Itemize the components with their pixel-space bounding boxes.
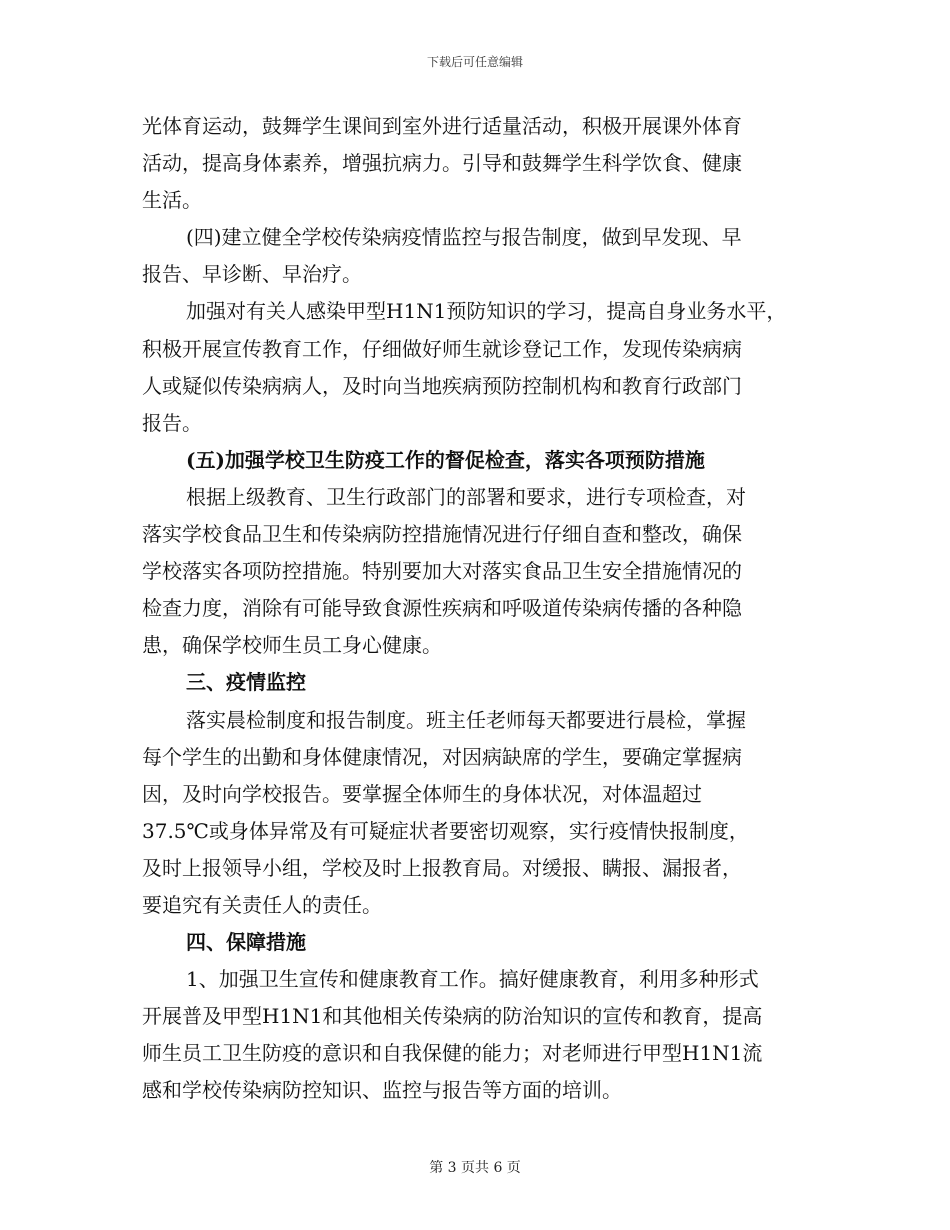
- paragraph-line: 每个学生的出勤和身体健康情况，对因病缺席的学生，要确定掌握病: [142, 744, 742, 769]
- document-body: [142, 108, 822, 1110]
- paragraph-line: 人或疑似传染病病人，及时向当地疾病预防控制机构和教育行政部门: [142, 373, 742, 398]
- paragraph-line: 检查力度，消除有可能导致食源性疾病和呼吸道传染病传播的各种隐: [142, 596, 742, 621]
- paragraph-line: 活动，提高身体素养，增强抗病力。引导和鼓舞学生科学饮食、健康: [142, 151, 742, 176]
- paragraph-line: 1、加强卫生宣传和健康教育工作。搞好健康教育，利用多种形式: [186, 967, 759, 992]
- paragraph-line: 生活。: [142, 188, 202, 213]
- paragraph-line: 报告、早诊断、早治疗。: [142, 262, 362, 287]
- paragraph-line: 开展普及甲型H1N1和其他相关传染病的防治知识的宣传和教育，提高: [142, 1004, 763, 1029]
- paragraph-line: 落实晨检制度和报告制度。班主任老师每天都要进行晨检，掌握: [186, 707, 746, 732]
- paragraph-line: 积极开展宣传教育工作，仔细做好师生就诊登记工作，发现传染病病: [142, 336, 742, 361]
- section-heading-line: 四、保障措施: [186, 930, 306, 955]
- paragraph-line: 光体育运动，鼓舞学生课间到室外进行适量活动，积极开展课外体育: [142, 114, 742, 138]
- section-heading-line: (五)加强学校卫生防疫工作的督促检查，落实各项预防措施: [186, 447, 705, 472]
- paragraph-line: 报告。: [142, 410, 202, 435]
- paragraph-line: (四)建立健全学校传染病疫情监控与报告制度，做到早发现、早: [186, 225, 742, 250]
- paragraph-line: 根据上级教育、卫生行政部门的部署和要求，进行专项检查，对: [186, 484, 746, 509]
- paragraph-line: 师生员工卫生防疫的意识和自我保健的能力；对老师进行甲型H1N1流: [142, 1041, 763, 1066]
- paragraph-line: 学校落实各项防控措施。特别要加大对落实食品卫生安全措施情况的: [142, 559, 742, 584]
- paragraph-line: 感和学校传染病防控知识、监控与报告等方面的培训。: [142, 1078, 622, 1103]
- paragraph-line: 要追究有关责任人的责任。: [142, 892, 382, 917]
- section-heading-line: 三、疫情监控: [186, 670, 306, 695]
- page-footer: 第 3 页共 6 页: [429, 1160, 521, 1176]
- paragraph-line: 因，及时向学校报告。要掌握全体师生的身体状况，对体温超过: [142, 781, 702, 806]
- paragraph-line: 落实学校食品卫生和传染病防控措施情况进行仔细自查和整改，确保: [142, 522, 742, 547]
- paragraph-line: 加强对有关人感染甲型H1N1预防知识的学习，提高自身业务水平，: [186, 299, 787, 324]
- paragraph-line: 37.5℃或身体异常及有可疑症状者要密切观察，实行疫情快报制度，: [142, 818, 749, 843]
- paragraph-line: 患，确保学校师生员工身心健康。: [142, 633, 442, 658]
- page-header: 下载后可任意编辑: [426, 55, 523, 69]
- paragraph-line: 及时上报领导小组，学校及时上报教育局。对缓报、瞒报、漏报者，: [142, 855, 742, 880]
